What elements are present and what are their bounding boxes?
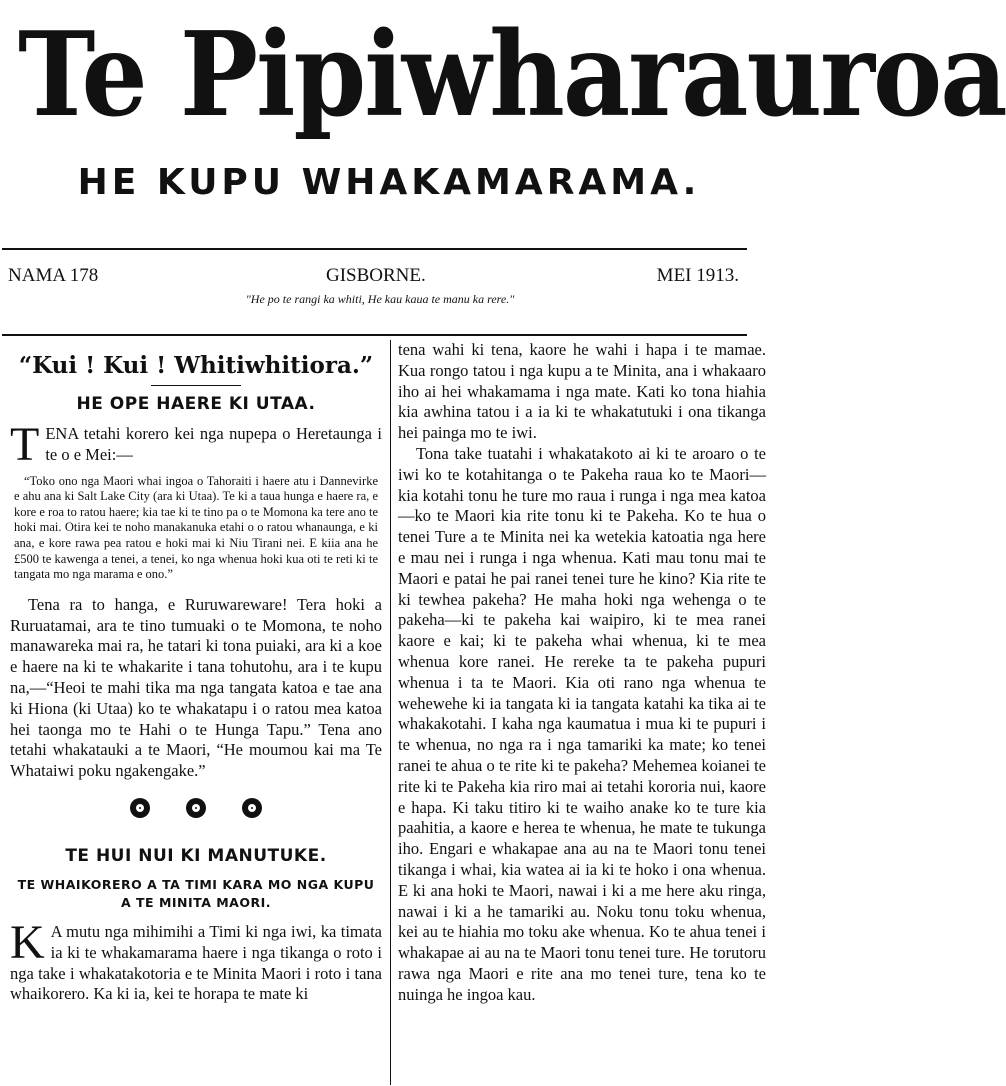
- masthead: [0, 0, 1006, 150]
- hui-heading: TE HUI NUI KI MANUTUKE.: [65, 845, 327, 866]
- hui-subheading: TE WHAIKORERO A TA TIMI KARA MO NGA KUPU A TE MINITA MAORI.: [17, 876, 375, 910]
- article-quote: “Toko ono nga Maori whai ingoa o Tahoraiti i haere atu i Dannevirke e ahu ana ki Salt Lake City (ara ki Utaa). Te ki a taua hunga e haere ra, e kore e roa to ratou haere; kia tae ki te tino pa o te Momona ka tere ano te hoki mai. Otira kei te noho manakanuka etahi o o ratou whanaunga, e ki ana, e kore rawa pea ratou e hoki mai ki Niu Tirani nei. E kiia ana he £500 te kawenga a tenei, a tenei, ko nga whenua hoki kua oti te reti ki te tangata mo nga marama e ono.”: [14, 473, 378, 582]
- right-paragraph-1: tena wahi ki tena, kaore he wahi i hapa i te mamae. Kua rongo tatou i nga kupu a te Minita, ana i whakaaro iho ai hei whakamama i nga mate. Kati ko tona hiahia kia awhina tatou i a ia ki te whakatutuki i ona tikanga hei painga mo te iwi.: [398, 340, 766, 443]
- ornament-row: [10, 798, 382, 824]
- issue-place: GISBORNE.: [326, 265, 426, 286]
- article-intro-text: ENA tetahi korero kei nga nupepa o Heretaunga i te o e Mei:—: [45, 424, 382, 464]
- hui-paragraph: [10, 915, 382, 1005]
- drop-cap: K: [10, 915, 45, 969]
- flower-ornament-icon: [186, 798, 206, 818]
- left-column: [10, 340, 382, 1084]
- right-paragraph-2: Tona take tuatahi i whakatakoto ai ki te aroaro o te iwi ko te kotahitanga o te Pakeha raua ko te Maori—kia kotahi tonu he ture mo raua i runga i nga mea katoa—ko te Maori kia rite tonu ki te Pakeha. Ko te hua o tenei Ture a te Minita nei ka wetekia katoatia nga here e mau nei i runga i nga whenua. Kati mau tonu mai te Maori e patai he pai ranei tenei ture he kino? Kia rite te ki tewhea pakeha? He maha hoki nga wehenga o te pakeha—ki te pakeha kai waipiro, ki te mea ranei kaore e kai; ki te pakeha whai whenua, ki te mea whenua kore ranei. He rereke ta te pakeha pupuri whenua i ta te Maori. Kia oti rano nga whenua te wehewehe ki ia tangata ki ia tangata katahi ka tika ai te whakakotahi. I kaha nga kaumatua i mua ki te pupuri i te whenua, no nga ra i nga tamariki ka mate; ko tenei ranei te ahua o te rite ki te pakeha? Mehemea koianei te rite ki te Pakeha kia riro mai ai tetahi kororia nui, kaore e hapa. Ki taku titiro ki te waiho anake ko te ture kia paahitia, a kaore e herea te whenua, he mate te tukunga iho. Engari e whakapae ana au na te Maori tonu tenei tikanga i whai, kia watea ai ia ki te hoko i ona whenua. E ki ana hoki te Maori, nawai i ki a me here aku ringa, nawai i ki a he tamariki au. Noku tonu toku whenua, kei au te hiahia mo toku ake whenua. Ko te ahua tenei i whakapae ai au na te Maori tonu tenei ture. He torutoru rawa nga Maori e rite ana mo tenei ture, tena ko te nuinga he ingoa kau.: [398, 443, 766, 1004]
- article-heading: HE OPE HAERE KI UTAA.: [76, 394, 316, 414]
- newspaper-subtitle: HE KUPU WHAKAMARAMA.: [77, 162, 701, 203]
- article-paragraph: Tena ra to hanga, e Ruruwareware! Tera hoki a Ruruatamai, ara te tino tumuaki o te Momona, te noho manawareka mai ra, he tatari ki tona puiaki, ara ki a koe e haere na ki te whakarite i tana tohutohu, ara i te kupu na,—“Heoi te mahi tika ma nga tangata katoa e tae ana ki Hiona (ki Utaa) ko te whakatapu i o ratou mea katoa hei taonga mo te Hahi o te Hunga Tapu.” Tena ano tetahi whakatauki a te Maori, “He moumou kai ma Te Whataiwi poku ngakengake.”: [10, 594, 382, 781]
- newspaper-title: Te Pipiwharauroa: [18, 5, 1006, 144]
- flower-ornament-icon: [242, 798, 262, 818]
- motto: "He po te rangi ka whiti, He kau kaua te manu ka rere.": [245, 292, 515, 306]
- article-intro: [10, 418, 382, 471]
- flower-ornament-icon: [130, 798, 150, 818]
- right-column: [398, 340, 766, 1084]
- issue-date: MEI 1913.: [656, 265, 739, 286]
- hui-paragraph-text: A mutu nga mihimihi a Timi ki nga iwi, ka timata ia ki te whakamarama haere i nga tikanga o roto i nga take i whakatakotoria e te Minita Maori i roto i tana whaikorero. Ka ki ia, kei te horapa te mate ki: [10, 921, 382, 1004]
- article-title: “Kui ! Kui ! Whitiwhitiora.”: [18, 352, 374, 379]
- issue-bar: [6, 265, 751, 285]
- drop-cap: T: [10, 418, 40, 471]
- header-rule-top: [2, 248, 747, 250]
- header-rule-bottom: [2, 334, 747, 336]
- column-divider: [390, 340, 391, 1085]
- issue-number: NAMA 178: [8, 265, 99, 286]
- title-underline: [151, 385, 241, 386]
